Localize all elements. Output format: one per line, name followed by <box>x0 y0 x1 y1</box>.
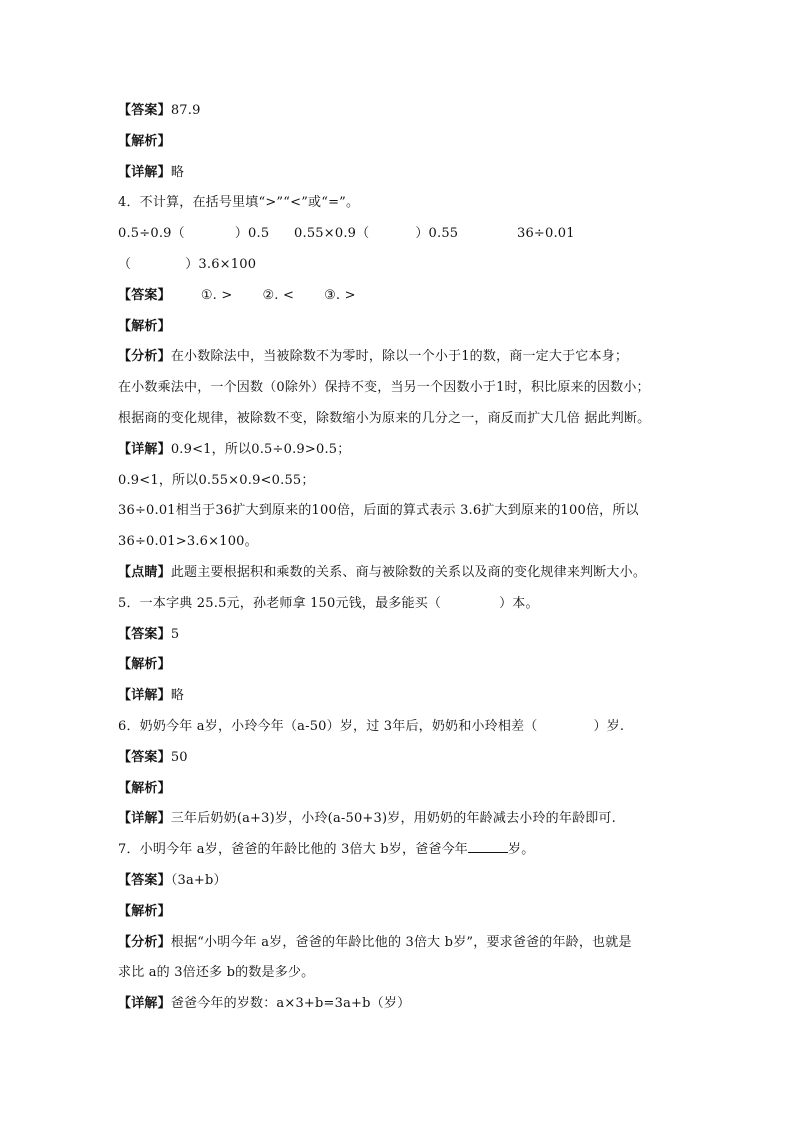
q4-fenxi-text-1: 在小数除法中，当被除数不为零时，除以一个小于1的数，商一定大于它本身； <box>170 349 629 365</box>
q5-analysis-line <box>118 650 678 681</box>
q6-stem <box>118 712 678 743</box>
q4-expr2-left: 0.55×0.9（ <box>294 226 370 242</box>
answer-tag: 【答案】 <box>118 626 171 642</box>
q7-answer-line <box>118 866 678 897</box>
q4-expressions-line-1 <box>118 219 678 250</box>
answer-text: 87.9 <box>170 103 201 118</box>
q4-fenxi-line-3: 根据商的变化规律，被除数不变，除数缩小为原来的几分之一，商反而扩大几倍 据此判断。 <box>118 410 651 426</box>
q7-fenxi-line-2: 求比 a的 3倍还多 b的数是多少。 <box>118 965 315 981</box>
q4-stem: 4．不计算，在括号里填“>”“<”或“=”。 <box>118 195 360 211</box>
q5-stem-left: 5．一本字典 25.5元，孙老师拿 150元钱，最多能买（ <box>118 595 442 611</box>
detail-tag: 【详解】 <box>118 996 171 1012</box>
answer-text: 5 <box>170 626 180 642</box>
detail-text: 略 <box>170 688 185 704</box>
q6-stem-right: ）岁. <box>593 718 625 734</box>
q4-answer-line <box>118 281 678 312</box>
analysis-tag: 【解析】 <box>118 318 171 334</box>
q4-expr1-left: 0.5÷0.9（ <box>118 226 185 242</box>
q4-expr3-left: 36÷0.01 <box>516 226 575 242</box>
answer-tag: 【答案】 <box>118 749 171 765</box>
q7-fenxi-line-1 <box>118 928 678 959</box>
q4-detail-text-1: 0.9<1，所以0.5÷0.9>0.5； <box>170 441 351 457</box>
dianjing-tag: 【点睛】 <box>118 564 171 580</box>
q4-expr1-right: ）0.5 <box>234 226 270 242</box>
analysis-tag: 【解析】 <box>118 657 171 673</box>
q7-stem <box>118 835 678 866</box>
detail-text: 三年后奶奶(a+3)岁，小玲(a-50+3)岁，用奶奶的年龄减去小玲的年龄即可. <box>170 811 616 827</box>
answer-text: （3a+b） <box>170 872 227 888</box>
fenxi-tag: 【分析】 <box>118 349 171 365</box>
answer-tag: 【答案】 <box>118 103 171 118</box>
q5-stem <box>118 589 678 620</box>
detail-tag: 【详解】 <box>118 164 171 180</box>
analysis-tag: 【解析】 <box>118 133 171 149</box>
q4-dianjing-text: 此题主要根据积和乘数的关系、商与被除数的关系以及商的变化规律来判断大小。 <box>170 564 647 580</box>
q4-detail-line-4: 36÷0.01>3.6×100。 <box>118 534 258 550</box>
q6-detail-line <box>118 804 678 835</box>
q6-stem-left: 6．奶奶今年 a岁，小玲今年（a-50）岁，过 3年后，奶奶和小玲相差（ <box>118 718 538 734</box>
q4-expr3-open: （ <box>118 256 132 272</box>
q5-answer-line <box>118 620 678 651</box>
worksheet-page <box>118 96 678 1020</box>
detail-tag: 【详解】 <box>118 688 171 704</box>
q4-fenxi-line-1 <box>118 342 678 373</box>
detail-text: 爸爸今年的岁数：a×3+b=3a+b（岁） <box>170 996 411 1012</box>
q4-expr2-right: ）0.55 <box>415 226 459 242</box>
q4-analysis-line <box>118 312 678 343</box>
q3-analysis-line <box>118 127 678 158</box>
q6-analysis-line <box>118 774 678 805</box>
q4-answer-3: ③. > <box>324 287 356 303</box>
q5-detail-line <box>118 681 678 712</box>
q3-detail-line <box>118 158 678 189</box>
answer-tag: 【答案】 <box>118 287 171 303</box>
q4-answer-1: ①. > <box>200 287 233 303</box>
answer-tag: 【答案】 <box>118 872 171 888</box>
q7-blank <box>468 840 508 853</box>
q3-answer-line <box>118 96 678 127</box>
q4-expressions-line-2 <box>118 250 678 281</box>
q7-detail-line <box>118 989 678 1020</box>
q4-fenxi-line-2: 在小数乘法中，一个因数（0除外）保持不变，当另一个因数小于1时，积比原来的因数小； <box>118 380 650 396</box>
q7-stem-right: 岁。 <box>508 842 535 858</box>
q7-stem-left: 7．小明今年 a岁，爸爸的年龄比他的 3倍大 b岁，爸爸今年 <box>118 842 469 858</box>
q7-fenxi-text-1: 根据“小明今年 a岁，爸爸的年龄比他的 3倍大 b岁”，要求爸爸的年龄，也就是 <box>170 934 632 950</box>
detail-text: 略 <box>170 164 185 180</box>
q5-stem-right: ）本。 <box>499 595 539 611</box>
q4-expr3-right: ）3.6×100 <box>185 256 257 272</box>
analysis-tag: 【解析】 <box>118 780 171 796</box>
q4-answer-2: ②. < <box>262 287 295 303</box>
detail-tag: 【详解】 <box>118 811 171 827</box>
q6-answer-line <box>118 743 678 774</box>
detail-tag: 【详解】 <box>118 441 171 457</box>
q7-analysis-line <box>118 897 678 928</box>
analysis-tag: 【解析】 <box>118 903 171 919</box>
q4-detail-line-1 <box>118 435 678 466</box>
q4-dianjing-line <box>118 558 678 589</box>
answer-text: 50 <box>170 749 188 765</box>
q4-detail-line-2: 0.9<1，所以0.55×0.9<0.55； <box>118 472 315 488</box>
fenxi-tag: 【分析】 <box>118 934 171 950</box>
q4-detail-line-3: 36÷0.01相当于36扩大到原来的100倍，后面的算式表示 3.6扩大到原来的100倍，所以 <box>118 503 639 519</box>
